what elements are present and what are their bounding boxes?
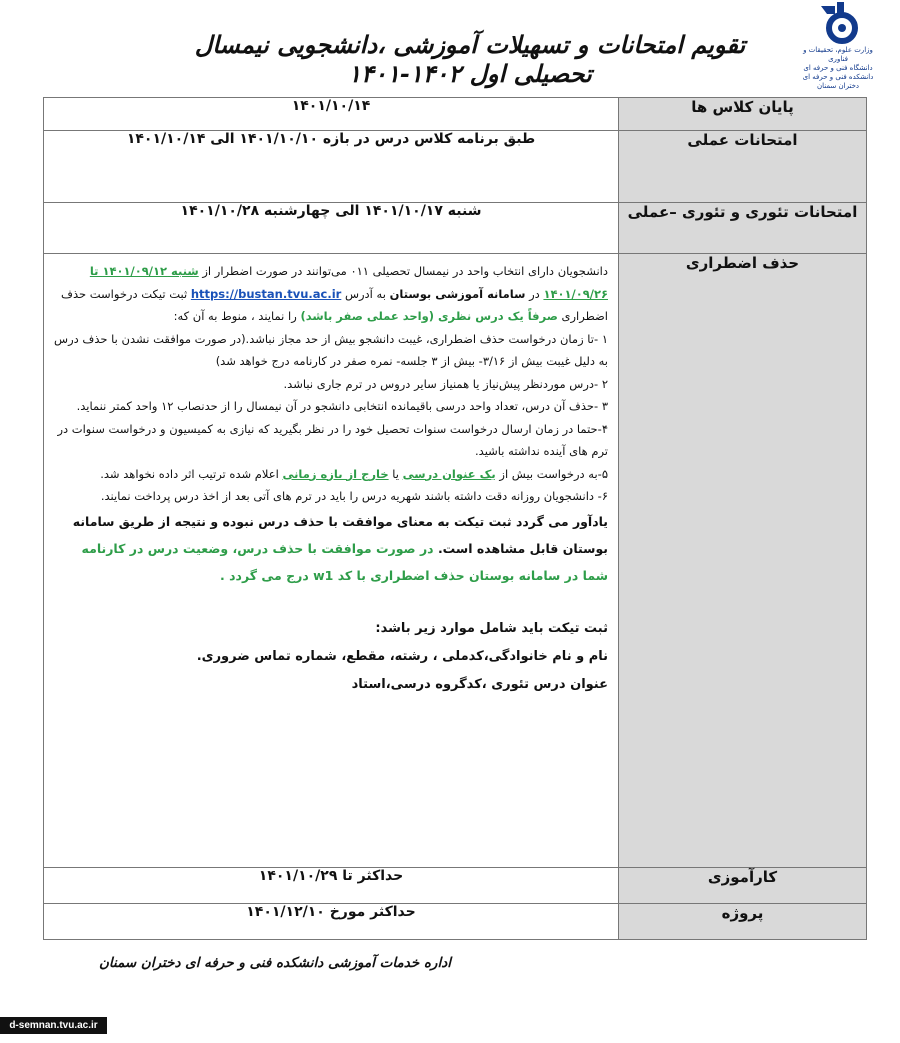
drop-rule-5: ۵-به درخواست بیش از یک عنوان درسی یا خارج از بازه زمانی اعلام شده ترتیب اثر داده نخواهد شد. [100,466,608,481]
drop-intro: دانشجویان دارای انتخاب واحد در نیمسال تحصیلی ۰۱۱ می‌توانند در صورت اضطرار از شنبه ۱۴۰۱/۰۹/۱۲ تا ۱۴۰۱/۰۹/۲۶ در سامانه آموزشی بوستان به آدرس https://bustan.tvu.ac.ir ثبت تیکت درخواست حذف اضطراری صرفاً یک درس نظری (واحد عملی صفر باشد) را نمایند ، منوط به آن که: [61,264,608,323]
drop-only-one-course: صرفاً یک درس نظری (واحد عملی صفر باشد) [300,309,558,323]
logo-icon [815,2,861,44]
page-header [0,0,900,95]
site-url-badge[interactable]: d-semnan.tvu.ac.ir [0,1017,107,1034]
table-row [44,203,867,254]
row-label-emergency-drop: حذف اضطراری [619,254,867,868]
row-label-internship: کارآموزی [619,868,867,904]
row-value-emergency-drop [44,254,619,868]
drop-rule-1: ۱ -تا زمان درخواست حذف اضطراری، غیبت دانشجو بیش از حد مجاز نباشد.(در صورت موافقت نشدن با حذف درس به دلیل غیبت بیش از ۳/۱۶- بیش از ۳ جلسه- نمره صفر در کارنامه درج خواهد شد) [54,331,608,368]
row-value-practical: طبق برنامه کلاس درس در بازه ۱۴۰۱/۱۰/۱۰ الی ۱۴۰۱/۱۰/۱۴ [44,131,619,203]
footer-signature: اداره خدمات آموزشی دانشکده فنی و حرفه ای دختران سمنان [99,955,451,971]
table-row [44,868,867,904]
drop-rule-6: ۶- دانشجویان روزانه دقت داشته باشند شهریه درس را باید در ترم های آتی بعد از اخذ درس پرداخت نمایند. [100,489,608,503]
page-title: تقویم امتحانات و تسهیلات آموزشی ،دانشجویی نیمسال تحصیلی اول ۱۴۰۲-۱۴۰۱ [194,30,746,88]
drop-rule-3: ۳ -حذف آن درس، تعداد واحد درسی باقیمانده انتخابی دانشجو در آن نیمسال را از حدنصاب ۱۲ واحد کمتر ننماید. [76,399,608,413]
spacer [54,589,608,615]
logo-text: وزارت علوم، تحقیقات و فناوری دانشگاه فنی و حرفه ای دانشکده فنی و حرفه ای دختران سمنان [802,46,874,90]
calendar-table [43,97,867,940]
ticket-requirement-line-1: نام و نام خانوادگی،کدملی ، رشته، مقطع، شماره تماس ضروری. [196,648,608,664]
row-label-practical: امتحانات عملی [619,131,867,203]
row-label-theory: امتحانات تئوری و تئوری –عملی [619,203,867,254]
bustan-system-name: سامانه آموزشی بوستان [389,286,526,301]
drop-rule-4: ۴-حتما در زمان ارسال درخواست سنوات تحصیل خود را در نظر بگیرید که نیازی به کمیسیون و درخواست سنوات در ترم های آینده نداشته باشید. [57,421,608,458]
ticket-requirement-line-2: عنوان درس تئوری ،کدگروه درسی،استاد [351,676,608,692]
drop-note: یادآور می گردد ثبت تیکت به معنای موافقت با حذف درس نبوده و نتیجه از طریق سامانه بوستان قابل مشاهده است. در صورت موافقت با حذف درس، وضعیت درس در کارنامه شما در سامانه بوستان حذف اضطراری با کد w1 درج می گردد . [72,513,608,583]
drop-rule-2: ۲ -درس موردنظر پیش‌نیاز یا همنیاز سایر دروس در ترم جاری نباشد. [283,376,608,391]
university-logo [798,2,878,91]
row-value-theory: شنبه ۱۴۰۱/۱۰/۱۷ الی چهارشنبه ۱۴۰۱/۱۰/۲۸ [44,203,619,254]
bustan-url-link[interactable]: https://bustan.tvu.ac.ir [190,286,342,301]
table-row [44,254,867,868]
row-value-class-end: ۱۴۰۱/۱۰/۱۴ [44,98,619,131]
table-row [44,98,867,131]
table-row [44,904,867,940]
row-label-project: پروژه [619,904,867,940]
drop-date-range: شنبه ۱۴۰۱/۰۹/۱۲ تا ۱۴۰۱/۰۹/۲۶ [89,264,608,301]
row-value-internship: حداکثر تا ۱۴۰۱/۱۰/۲۹ [44,868,619,904]
row-label-class-end: پایان کلاس ها [619,98,867,131]
row-value-project: حداکثر مورخ ۱۴۰۱/۱۲/۱۰ [44,904,619,940]
ticket-requirements-title: ثبت تیکت باید شامل موارد زیر باشد: [375,620,608,636]
table-row [44,131,867,203]
emergency-drop-details [44,254,618,699]
